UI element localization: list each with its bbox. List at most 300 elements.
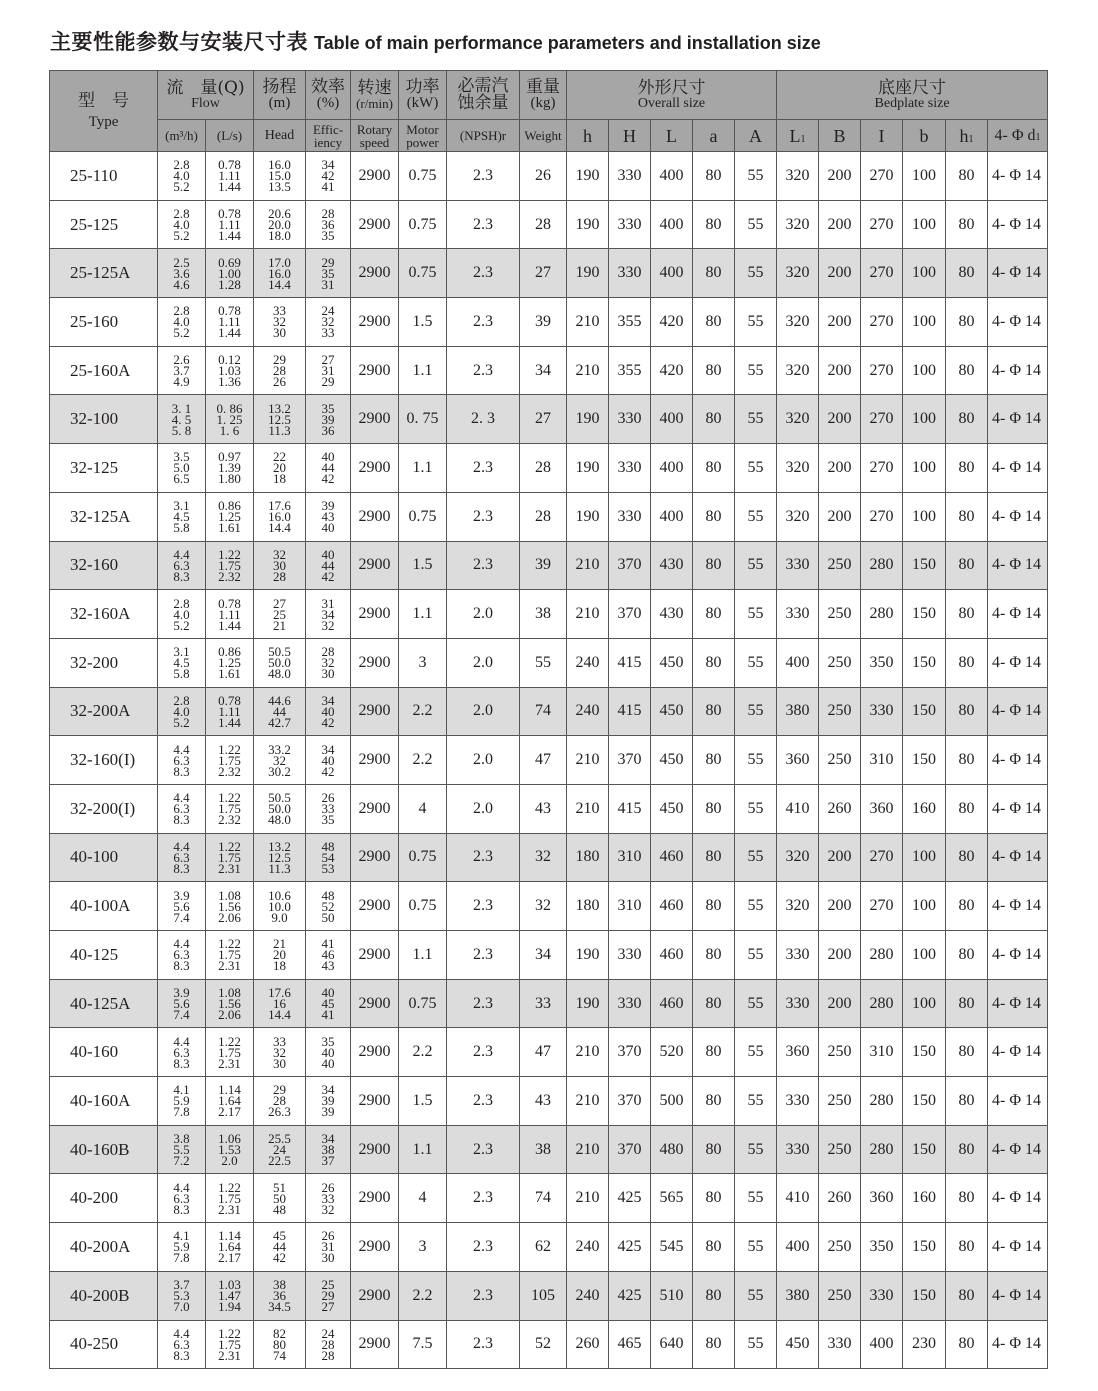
cell-efficiency-value: 34 xyxy=(321,157,335,173)
cell-flow-m3h-value: 5.5 xyxy=(173,1142,190,1158)
cell-dim-H: 370 xyxy=(609,541,651,590)
cell-efficiency xyxy=(306,249,351,298)
title-english: Table of main performance parameters and installation size xyxy=(314,33,821,53)
cell-head xyxy=(254,249,306,298)
cell-flow-ls-value: 1. 25 xyxy=(216,411,243,427)
header-type xyxy=(50,71,158,152)
cell-dim-b: 160 xyxy=(903,1174,946,1223)
cell-efficiency-value: 26 xyxy=(321,1228,335,1244)
cell-efficiency-value: 42 xyxy=(321,763,335,779)
cell-head xyxy=(254,200,306,249)
cell-dim-h: 240 xyxy=(567,687,609,736)
cell-flow-m3h xyxy=(158,152,206,201)
cell-dim-b: 100 xyxy=(903,882,946,931)
header-dim-L1 xyxy=(777,120,819,152)
cell-npsh: 2.3 xyxy=(447,882,520,931)
cell-dim-I: 270 xyxy=(861,200,903,249)
cell-flow-ls-value: 1.56 xyxy=(218,898,241,914)
cell-dim-4-phi-d1: 4- Φ 14 xyxy=(988,298,1048,347)
cell-flow-m3h-value: 4.0 xyxy=(173,217,190,233)
cell-npsh: 2.3 xyxy=(447,346,520,395)
cell-dim-4-phi-d1: 4- Φ 14 xyxy=(988,1271,1048,1320)
cell-head-value: 44 xyxy=(273,1239,287,1255)
cell-head-value: 34.5 xyxy=(268,1299,291,1315)
cell-npsh: 2.3 xyxy=(447,1223,520,1272)
cell-efficiency-value: 40 xyxy=(321,1044,335,1060)
cell-dim-4-phi-d1: 4- Φ 14 xyxy=(988,1077,1048,1126)
cell-dim-h: 190 xyxy=(567,492,609,541)
cell-flow-m3h xyxy=(158,541,206,590)
cell-head-value: 17.6 xyxy=(268,498,291,514)
cell-efficiency-value: 34 xyxy=(321,692,335,708)
cell-dim-I: 360 xyxy=(861,1174,903,1223)
cell-dim-h: 190 xyxy=(567,152,609,201)
cell-dim-a: 80 xyxy=(693,492,735,541)
header-bedplate-cn: 底座尺寸 xyxy=(878,77,947,98)
cell-dim-a: 80 xyxy=(693,298,735,347)
cell-npsh: 2.0 xyxy=(447,590,520,639)
cell-head-value: 42.7 xyxy=(268,714,291,730)
cell-dim-L: 460 xyxy=(651,833,693,882)
cell-flow-ls-value: 1.22 xyxy=(218,936,241,952)
header-npsh-cn1: 必需汽 xyxy=(457,76,509,96)
header-npsh-cn2: 蚀余量 xyxy=(457,93,509,113)
cell-dim-L: 420 xyxy=(651,346,693,395)
cell-efficiency xyxy=(306,784,351,833)
cell-dim-I: 310 xyxy=(861,736,903,785)
cell-efficiency xyxy=(306,833,351,882)
cell-flow-ls xyxy=(206,931,254,980)
cell-power: 4 xyxy=(399,784,447,833)
cell-flow-m3h-value: 4.4 xyxy=(173,1179,190,1195)
cell-power: 2.2 xyxy=(399,736,447,785)
cell-head-value: 16.0 xyxy=(268,157,291,173)
cell-flow-m3h-value: 4.0 xyxy=(173,606,190,622)
cell-dim-H: 370 xyxy=(609,590,651,639)
cell-speed: 2900 xyxy=(351,784,399,833)
cell-dim-b: 150 xyxy=(903,1125,946,1174)
cell-dim-H: 425 xyxy=(609,1223,651,1272)
cell-efficiency-value: 39 xyxy=(321,1104,335,1120)
cell-efficiency-value: 40 xyxy=(321,1055,335,1071)
cell-power: 0.75 xyxy=(399,833,447,882)
cell-dim-b: 150 xyxy=(903,1028,946,1077)
cell-dim-L: 430 xyxy=(651,541,693,590)
cell-efficiency-value: 29 xyxy=(321,374,335,390)
cell-head xyxy=(254,590,306,639)
cell-dim-4-phi-d1: 4- Φ 14 xyxy=(988,395,1048,444)
header-weight xyxy=(520,71,567,120)
cell-flow-m3h-value: 5.2 xyxy=(173,617,190,633)
cell-flow-ls xyxy=(206,249,254,298)
cell-flow-m3h-value: 4.1 xyxy=(173,1082,190,1098)
cell-dim-4-phi-d1: 4- Φ 14 xyxy=(988,638,1048,687)
cell-speed: 2900 xyxy=(351,882,399,931)
cell-head xyxy=(254,1320,306,1369)
table-row xyxy=(50,590,1048,639)
cell-flow-m3h-value: 7.0 xyxy=(173,1299,190,1315)
cell-efficiency-value: 39 xyxy=(321,498,335,514)
cell-efficiency-value: 38 xyxy=(321,1142,335,1158)
cell-flow-ls-value: 2.06 xyxy=(218,909,241,925)
cell-head-value: 16.0 xyxy=(268,509,291,525)
header-power-cn: 功率 xyxy=(405,77,440,97)
cell-power: 0.75 xyxy=(399,200,447,249)
cell-flow-m3h-value: 3.7 xyxy=(173,363,190,379)
cell-head-value: 15.0 xyxy=(268,168,291,184)
cell-flow-ls-value: 1.11 xyxy=(218,606,241,622)
header-npsh xyxy=(447,71,520,120)
cell-efficiency xyxy=(306,1125,351,1174)
cell-dim-4-phi-d1: 4- Φ 14 xyxy=(988,249,1048,298)
cell-type: 40-200 xyxy=(50,1174,158,1223)
cell-flow-m3h-value: 3.1 xyxy=(173,644,190,660)
cell-flow-ls xyxy=(206,1077,254,1126)
cell-dim-h: 190 xyxy=(567,249,609,298)
dim-label: B xyxy=(833,125,846,146)
cell-flow-ls-value: 1.75 xyxy=(218,1044,241,1060)
cell-dim-h1: 80 xyxy=(946,1320,988,1369)
cell-flow-m3h-value: 6.3 xyxy=(173,557,190,573)
header-speed-en1: Rotary xyxy=(356,121,393,137)
header-type-en: Type xyxy=(88,113,119,130)
cell-dim-A: 55 xyxy=(735,1174,777,1223)
cell-flow-m3h-value: 4.5 xyxy=(173,509,190,525)
cell-dim-L: 400 xyxy=(651,152,693,201)
cell-flow-m3h-value: 8.3 xyxy=(173,1347,190,1363)
cell-type: 32-160(I) xyxy=(50,736,158,785)
cell-flow-m3h-value: 4. 5 xyxy=(171,411,192,427)
cell-flow-m3h xyxy=(158,833,206,882)
cell-type: 32-160 xyxy=(50,541,158,590)
cell-dim-h: 210 xyxy=(567,541,609,590)
cell-head xyxy=(254,1028,306,1077)
header-dim-B xyxy=(819,120,861,152)
cell-dim-b: 150 xyxy=(903,590,946,639)
cell-efficiency-value: 48 xyxy=(321,887,335,903)
cell-head-value: 48.0 xyxy=(268,666,291,682)
cell-dim-h1: 80 xyxy=(946,492,988,541)
cell-dim-H: 465 xyxy=(609,1320,651,1369)
cell-dim-h: 180 xyxy=(567,882,609,931)
cell-dim-A: 55 xyxy=(735,298,777,347)
cell-head xyxy=(254,931,306,980)
cell-weight: 105 xyxy=(520,1271,567,1320)
cell-efficiency-value: 36 xyxy=(321,217,335,233)
cell-type: 32-200(I) xyxy=(50,784,158,833)
cell-flow-m3h xyxy=(158,249,206,298)
table-row xyxy=(50,152,1048,201)
cell-flow-ls-value: 1.00 xyxy=(218,265,241,281)
cell-dim-I: 270 xyxy=(861,395,903,444)
cell-flow-ls-value: 2.31 xyxy=(218,1347,241,1363)
header-efficiency xyxy=(306,71,351,120)
cell-flow-ls xyxy=(206,298,254,347)
table-row xyxy=(50,492,1048,541)
cell-efficiency xyxy=(306,200,351,249)
cell-dim-h1: 80 xyxy=(946,298,988,347)
cell-dim-L1: 320 xyxy=(777,833,819,882)
cell-efficiency xyxy=(306,1077,351,1126)
cell-weight: 47 xyxy=(520,1028,567,1077)
cell-npsh: 2.3 xyxy=(447,833,520,882)
cell-efficiency xyxy=(306,541,351,590)
cell-speed: 2900 xyxy=(351,249,399,298)
cell-flow-ls-value: 1.75 xyxy=(218,947,241,963)
cell-flow-m3h xyxy=(158,395,206,444)
cell-dim-B: 200 xyxy=(819,152,861,201)
cell-flow-m3h-value: 8.3 xyxy=(173,860,190,876)
cell-dim-h1: 80 xyxy=(946,979,988,1028)
cell-head-value: 32 xyxy=(273,752,287,768)
cell-flow-ls xyxy=(206,444,254,493)
cell-dim-h1: 80 xyxy=(946,931,988,980)
dim-sub: 1 xyxy=(800,133,806,145)
cell-dim-L1: 330 xyxy=(777,1125,819,1174)
cell-efficiency-value: 32 xyxy=(321,655,335,671)
cell-flow-ls xyxy=(206,1271,254,1320)
cell-dim-A: 55 xyxy=(735,833,777,882)
cell-efficiency-value: 36 xyxy=(321,422,335,438)
cell-weight: 39 xyxy=(520,541,567,590)
cell-flow-ls-value: 1.22 xyxy=(218,546,241,562)
cell-head-value: 38 xyxy=(273,1277,287,1293)
cell-flow-ls-value: 2.32 xyxy=(218,812,241,828)
cell-dim-h: 210 xyxy=(567,784,609,833)
cell-dim-L: 400 xyxy=(651,492,693,541)
cell-flow-ls-value: 1.06 xyxy=(218,1131,241,1147)
header-flow-unit-m3h: (m³/h) xyxy=(158,120,206,152)
cell-power: 1.1 xyxy=(399,931,447,980)
cell-flow-m3h-value: 3. 1 xyxy=(171,400,192,416)
cell-dim-H: 330 xyxy=(609,979,651,1028)
cell-head-value: 25 xyxy=(273,606,287,622)
cell-dim-a: 80 xyxy=(693,1028,735,1077)
cell-head xyxy=(254,1125,306,1174)
cell-flow-m3h-value: 2.8 xyxy=(173,692,190,708)
cell-dim-a: 80 xyxy=(693,346,735,395)
cell-dim-a: 80 xyxy=(693,833,735,882)
cell-dim-L1: 380 xyxy=(777,687,819,736)
cell-flow-m3h-value: 4.1 xyxy=(173,1228,190,1244)
cell-flow-m3h xyxy=(158,492,206,541)
cell-dim-L1: 380 xyxy=(777,1271,819,1320)
cell-speed: 2900 xyxy=(351,687,399,736)
cell-head-value: 18.0 xyxy=(268,228,291,244)
cell-dim-B: 200 xyxy=(819,931,861,980)
cell-dim-L: 545 xyxy=(651,1223,693,1272)
cell-dim-I: 280 xyxy=(861,541,903,590)
cell-efficiency-value: 24 xyxy=(321,303,335,319)
cell-power: 2.2 xyxy=(399,1271,447,1320)
cell-type: 25-110 xyxy=(50,152,158,201)
cell-dim-A: 55 xyxy=(735,249,777,298)
cell-flow-m3h-value: 5.2 xyxy=(173,179,190,195)
cell-head-value: 17.6 xyxy=(268,985,291,1001)
cell-power: 0.75 xyxy=(399,249,447,298)
cell-power: 0.75 xyxy=(399,882,447,931)
cell-efficiency-value: 43 xyxy=(321,958,335,974)
cell-power: 0.75 xyxy=(399,979,447,1028)
cell-flow-m3h-value: 6.3 xyxy=(173,752,190,768)
cell-speed: 2900 xyxy=(351,152,399,201)
cell-efficiency-value: 42 xyxy=(321,168,335,184)
cell-flow-ls-value: 1.75 xyxy=(218,752,241,768)
cell-dim-L1: 320 xyxy=(777,395,819,444)
cell-weight: 43 xyxy=(520,784,567,833)
cell-dim-I: 270 xyxy=(861,298,903,347)
cell-flow-ls-value: 1.28 xyxy=(218,276,241,292)
cell-dim-4-phi-d1: 4- Φ 14 xyxy=(988,590,1048,639)
cell-efficiency xyxy=(306,638,351,687)
cell-power: 0. 75 xyxy=(399,395,447,444)
cell-efficiency xyxy=(306,1320,351,1369)
cell-head-value: 14.4 xyxy=(268,276,291,292)
cell-speed: 2900 xyxy=(351,1174,399,1223)
table-row xyxy=(50,395,1048,444)
cell-dim-A: 55 xyxy=(735,200,777,249)
cell-weight: 33 xyxy=(520,979,567,1028)
cell-weight: 28 xyxy=(520,200,567,249)
cell-dim-h1: 80 xyxy=(946,638,988,687)
cell-flow-ls xyxy=(206,784,254,833)
cell-speed: 2900 xyxy=(351,1077,399,1126)
cell-dim-I: 270 xyxy=(861,492,903,541)
cell-dim-L: 640 xyxy=(651,1320,693,1369)
cell-efficiency-value: 40 xyxy=(321,752,335,768)
cell-dim-I: 400 xyxy=(861,1320,903,1369)
cell-dim-L: 420 xyxy=(651,298,693,347)
cell-dim-L1: 360 xyxy=(777,1028,819,1077)
cell-weight: 62 xyxy=(520,1223,567,1272)
cell-dim-I: 360 xyxy=(861,784,903,833)
cell-flow-ls-value: 1.11 xyxy=(218,703,241,719)
cell-flow-ls-value: 1.61 xyxy=(218,666,241,682)
cell-speed: 2900 xyxy=(351,346,399,395)
cell-head xyxy=(254,1223,306,1272)
header-weight-cn: 重量 xyxy=(526,77,561,97)
cell-dim-L1: 320 xyxy=(777,346,819,395)
cell-weight: 34 xyxy=(520,346,567,395)
cell-npsh: 2.0 xyxy=(447,638,520,687)
cell-power: 1.5 xyxy=(399,1077,447,1126)
cell-efficiency-value: 33 xyxy=(321,801,335,817)
cell-efficiency xyxy=(306,1174,351,1223)
cell-flow-ls-value: 1.75 xyxy=(218,849,241,865)
cell-power: 4 xyxy=(399,1174,447,1223)
cell-efficiency-value: 33 xyxy=(321,1190,335,1206)
cell-dim-b: 150 xyxy=(903,1223,946,1272)
cell-flow-ls-value: 1.25 xyxy=(218,655,241,671)
cell-efficiency xyxy=(306,1223,351,1272)
cell-weight: 74 xyxy=(520,687,567,736)
cell-flow-m3h-value: 8.3 xyxy=(173,763,190,779)
cell-dim-a: 80 xyxy=(693,1223,735,1272)
cell-dim-4-phi-d1: 4- Φ 14 xyxy=(988,1320,1048,1369)
cell-head xyxy=(254,882,306,931)
cell-weight: 32 xyxy=(520,833,567,882)
cell-head-value: 74 xyxy=(273,1347,287,1363)
cell-dim-L1: 400 xyxy=(777,1223,819,1272)
cell-efficiency xyxy=(306,687,351,736)
cell-efficiency-value: 34 xyxy=(321,741,335,757)
cell-flow-ls-value: 0.86 xyxy=(218,644,241,660)
table-row xyxy=(50,931,1048,980)
cell-dim-I: 270 xyxy=(861,444,903,493)
cell-dim-H: 330 xyxy=(609,200,651,249)
cell-efficiency xyxy=(306,736,351,785)
cell-flow-m3h-value: 5.8 xyxy=(173,666,190,682)
cell-head-value: 26 xyxy=(273,374,287,390)
cell-flow-ls-value: 1.11 xyxy=(218,217,241,233)
cell-flow-m3h xyxy=(158,298,206,347)
cell-type: 40-125 xyxy=(50,931,158,980)
cell-dim-h: 210 xyxy=(567,1077,609,1126)
cell-flow-m3h-value: 6.3 xyxy=(173,1190,190,1206)
cell-head-value: 20.0 xyxy=(268,217,291,233)
cell-dim-I: 350 xyxy=(861,638,903,687)
cell-head-value: 32 xyxy=(273,314,287,330)
cell-flow-m3h xyxy=(158,444,206,493)
cell-flow-ls-value: 0.78 xyxy=(218,595,241,611)
cell-dim-H: 415 xyxy=(609,784,651,833)
cell-npsh: 2.3 xyxy=(447,152,520,201)
cell-head-value: 50.5 xyxy=(268,644,291,660)
cell-npsh: 2.3 xyxy=(447,492,520,541)
cell-dim-I: 270 xyxy=(861,882,903,931)
cell-speed: 2900 xyxy=(351,444,399,493)
cell-head-value: 30 xyxy=(273,557,287,573)
cell-dim-b: 160 xyxy=(903,784,946,833)
cell-efficiency-value: 31 xyxy=(321,1239,335,1255)
cell-flow-m3h-value: 2.8 xyxy=(173,595,190,611)
cell-flow-m3h-value: 8.3 xyxy=(173,568,190,584)
cell-efficiency xyxy=(306,444,351,493)
cell-flow-ls-value: 1.56 xyxy=(218,996,241,1012)
header-npsh-en: (NPSH)r xyxy=(447,120,520,152)
cell-flow-m3h-value: 4.4 xyxy=(173,1033,190,1049)
cell-type: 32-160A xyxy=(50,590,158,639)
cell-flow-m3h-value: 6.3 xyxy=(173,849,190,865)
cell-dim-I: 280 xyxy=(861,1125,903,1174)
cell-efficiency xyxy=(306,882,351,931)
cell-weight: 38 xyxy=(520,1125,567,1174)
cell-dim-h1: 80 xyxy=(946,1028,988,1077)
cell-dim-b: 150 xyxy=(903,1271,946,1320)
header-dim-I xyxy=(861,120,903,152)
cell-flow-m3h-value: 2.8 xyxy=(173,157,190,173)
cell-flow-ls-value: 1.11 xyxy=(218,168,241,184)
cell-efficiency-value: 40 xyxy=(321,449,335,465)
cell-flow-m3h-value: 3.7 xyxy=(173,1277,190,1293)
dim-sub: 1 xyxy=(968,133,974,145)
cell-flow-ls xyxy=(206,736,254,785)
cell-dim-a: 80 xyxy=(693,541,735,590)
cell-weight: 27 xyxy=(520,395,567,444)
cell-flow-ls-value: 1.03 xyxy=(218,363,241,379)
cell-dim-a: 80 xyxy=(693,979,735,1028)
cell-weight: 43 xyxy=(520,1077,567,1126)
cell-power: 1.1 xyxy=(399,346,447,395)
cell-type: 40-200B xyxy=(50,1271,158,1320)
cell-dim-B: 250 xyxy=(819,541,861,590)
table-row xyxy=(50,979,1048,1028)
cell-head xyxy=(254,541,306,590)
cell-dim-b: 100 xyxy=(903,444,946,493)
cell-dim-B: 200 xyxy=(819,249,861,298)
cell-weight: 32 xyxy=(520,882,567,931)
cell-dim-H: 330 xyxy=(609,931,651,980)
